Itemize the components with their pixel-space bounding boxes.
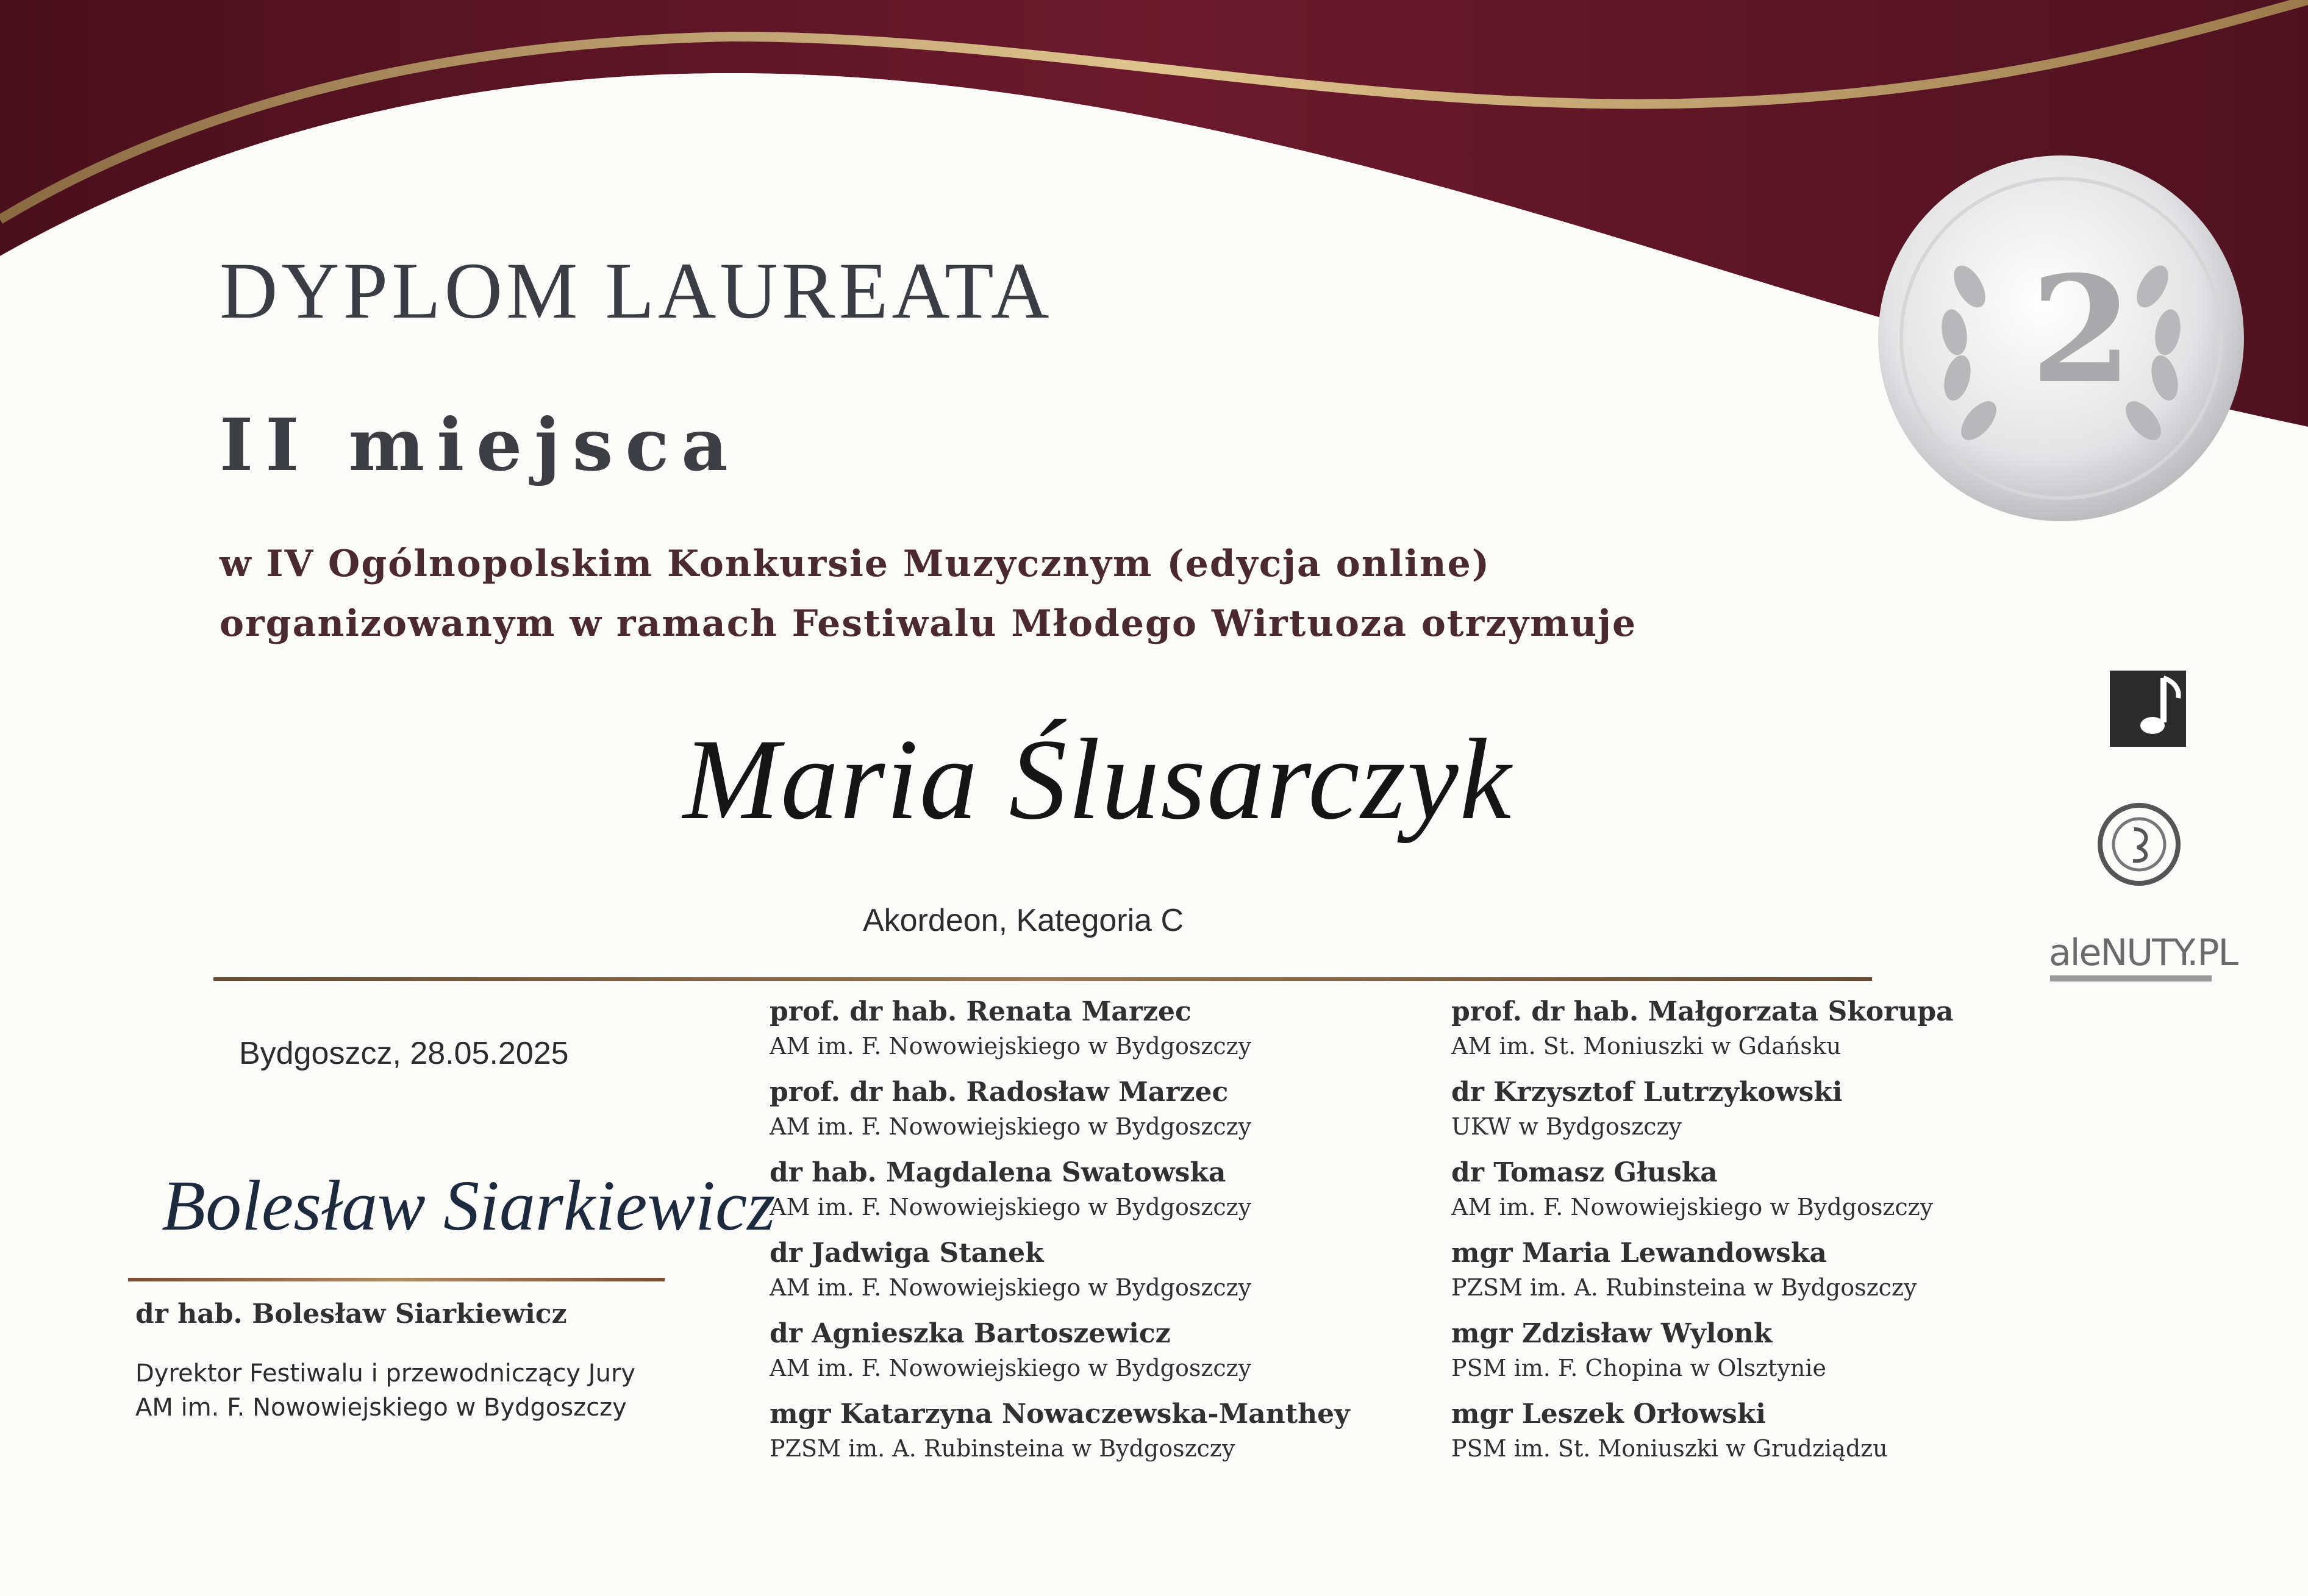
jury-member-name: dr Krzysztof Lutrzykowski	[1451, 1077, 1843, 1108]
jury-member-name: mgr Leszek Orłowski	[1451, 1398, 1766, 1430]
jury-member	[770, 1236, 1465, 1317]
jury-member	[1451, 995, 2146, 1075]
jury-column-right	[1451, 995, 2146, 1478]
jury-member	[1451, 1075, 2146, 1156]
alenuty-logo: aleNUTY.PL	[2049, 932, 2237, 974]
jury-member-name: prof. dr hab. Renata Marzec	[770, 996, 1192, 1027]
intro-line-1: w IV Ogólnopolskim Konkursie Muzycznym (edycja online)	[220, 543, 1491, 585]
jury-member-institution: AM im. F. Nowowiejskiego w Bydgoszczy	[770, 1033, 1252, 1060]
jury-member-name: prof. dr hab. Radosław Marzec	[770, 1077, 1229, 1108]
jury-member-name: dr Agnieszka Bartoszewicz	[770, 1318, 1171, 1349]
jury-member-name: dr hab. Magdalena Swatowska	[770, 1157, 1226, 1188]
jury-member	[770, 995, 1465, 1075]
jury-member	[1451, 1236, 2146, 1317]
music-note-logo-icon	[2110, 671, 2186, 747]
jury-member-institution: AM im. F. Nowowiejskiego w Bydgoszczy	[770, 1194, 1252, 1220]
intro-line-2: organizowanym w ramach Festiwalu Młodego Wirtuoza otrzymuje	[220, 602, 1637, 645]
jury-member-institution: AM im. F. Nowowiejskiego w Bydgoszczy	[770, 1355, 1252, 1381]
jury-member	[770, 1156, 1465, 1236]
category-label: Akordeon, Kategoria C	[863, 903, 1184, 938]
jury-member-institution: AM im. F. Nowowiejskiego w Bydgoszczy	[770, 1274, 1252, 1301]
divider	[213, 977, 1872, 981]
jury-member-name: dr Jadwiga Stanek	[770, 1238, 1044, 1269]
medal-number: 2	[2031, 244, 2132, 416]
jury-member	[770, 1075, 1465, 1156]
chair-role-line-1: Dyrektor Festiwalu i przewodniczący Jury	[135, 1359, 636, 1388]
diploma-title: DYPLOM LAUREATA	[220, 246, 1053, 335]
jury-member	[1451, 1317, 2146, 1397]
chair-role-line-2: AM im. F. Nowowiejskiego w Bydgoszczy	[135, 1394, 627, 1422]
jury-column-left	[770, 995, 1465, 1478]
jury-member-institution: AM im. St. Moniuszki w Gdańsku	[1451, 1033, 1842, 1060]
jury-member	[1451, 1156, 2146, 1236]
jury-member	[1451, 1397, 2146, 1478]
jury-member	[770, 1397, 1465, 1478]
jury-member-institution: UKW w Bydgoszczy	[1451, 1113, 1682, 1140]
jury-member-institution: AM im. F. Nowowiejskiego w Bydgoszczy	[1451, 1194, 1934, 1220]
place-and-date: Bydgoszcz, 28.05.2025	[239, 1036, 569, 1071]
jury-member-institution: AM im. F. Nowowiejskiego w Bydgoszczy	[770, 1113, 1252, 1140]
jury-member-name: prof. dr hab. Małgorzata Skorupa	[1451, 996, 1954, 1027]
jury-member-name: mgr Maria Lewandowska	[1451, 1238, 1827, 1269]
jury-member-institution: PSM im. St. Moniuszki w Grudziądzu	[1451, 1435, 1888, 1462]
jury-member-name: mgr Zdzisław Wylonk	[1451, 1318, 1773, 1349]
jury-member-name: mgr Katarzyna Nowaczewska-Manthey	[770, 1398, 1350, 1430]
jury-member-institution: PZSM im. A. Rubinsteina w Bydgoszczy	[1451, 1274, 1917, 1301]
place-heading: II miejsca	[220, 402, 740, 487]
chair-signature: Bolesław Siarkiewicz	[162, 1166, 776, 1245]
signature-line	[128, 1278, 665, 1281]
jury-member-institution: PSM im. F. Chopina w Olsztynie	[1451, 1355, 1826, 1381]
chair-name: dr hab. Bolesław Siarkiewicz	[135, 1299, 567, 1330]
jury-member-name: dr Tomasz Głuska	[1451, 1157, 1718, 1188]
recipient-name: Maria Ślusarczyk	[683, 716, 1513, 844]
jury-member-institution: PZSM im. A. Rubinsteina w Bydgoszczy	[770, 1435, 1235, 1462]
jury-member	[770, 1317, 1465, 1397]
chair-role	[135, 1356, 635, 1425]
